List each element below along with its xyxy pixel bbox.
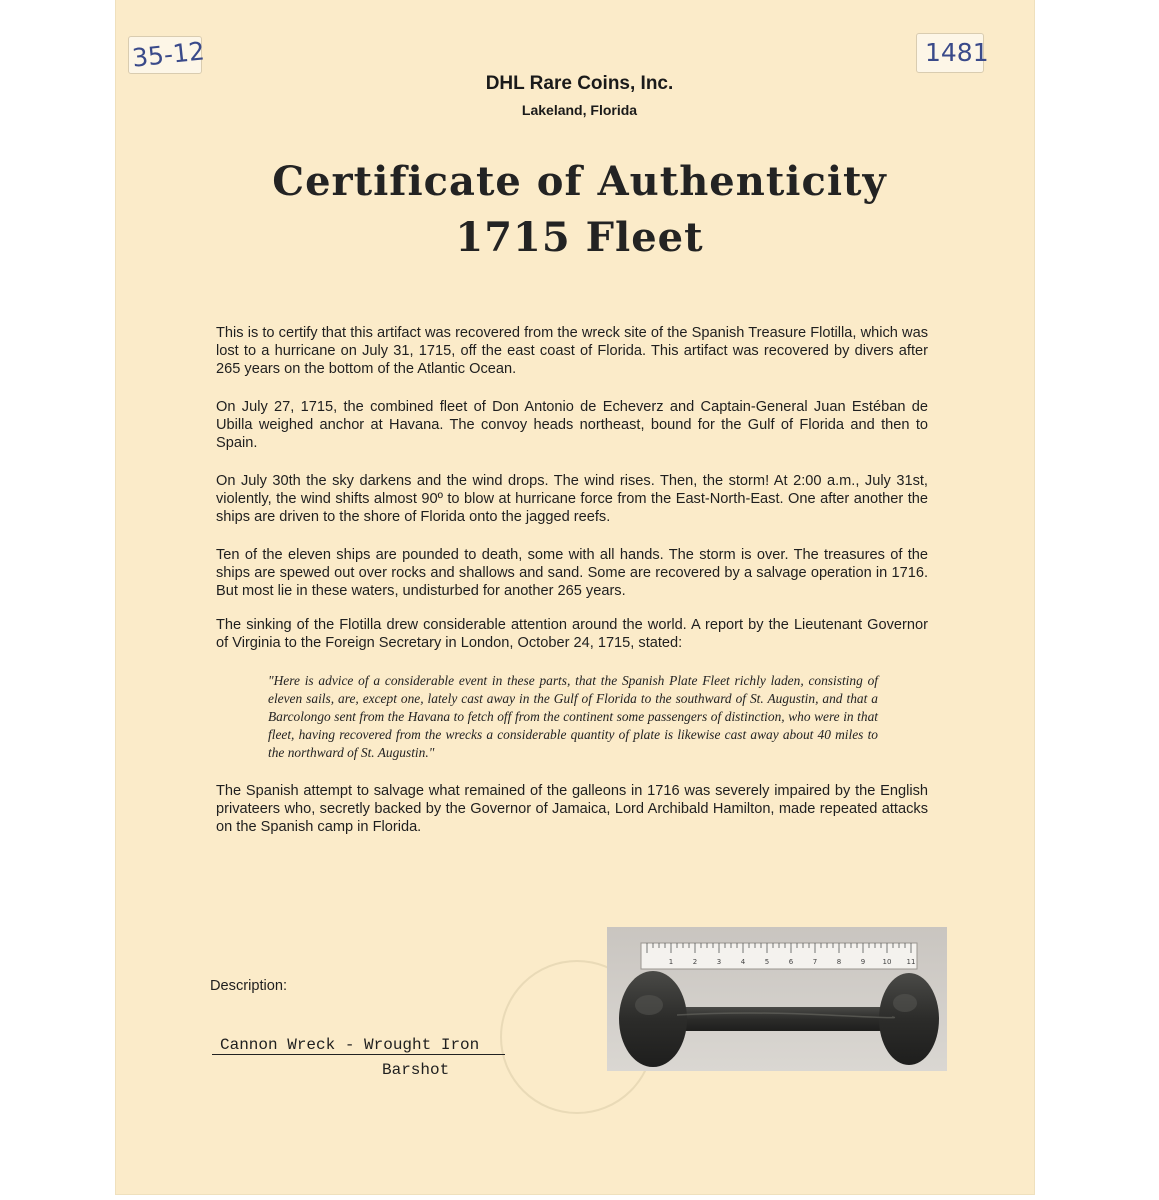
paragraph-departure: On July 27, 1715, the combined fleet of Don Antonio de Echeverz and Captain-General Juan Estéban de Ubilla weighed anchor at Havana. The convoy heads northeast, bound for the Gulf of Florida and then to Spain. — [216, 399, 928, 451]
ruler — [641, 943, 917, 969]
description-line-2: Barshot — [382, 1061, 450, 1079]
ruler-label: 9 — [860, 958, 866, 966]
paragraph-closing: The Spanish attempt to salvage what remained of the galleons in 1716 was severely impaired by the English privateers who, secretly backed by the Governor of Jamaica, Lord Archibald Hamilton, made repeated attacks on the Spanish camp in Florida. — [216, 783, 928, 835]
quote-lieutenant-governor: "Here is advice of a considerable event in these parts, that the Spanish Plate Fleet richly laden, consisting of eleven sails, are, except one, lately cast away in the Gulf of Florida to the southward of St. Augustin, and that a Barcolongo sent from the Havana to fetch off from the continent some passengers of distinction, who were in that fleet, having recovered from the wrecks a considerable quantity of plate is likewise cast away about 40 miles to the northward of St. Augustin." — [268, 673, 878, 760]
ruler-label: 2 — [692, 958, 698, 966]
certificate-subtitle: 1715 Fleet — [455, 214, 704, 261]
paragraph-storm: On July 30th the sky darkens and the wind drops. The wind rises. Then, the storm! At 2:00 a.m., July 31st, violently, the wind shifts almost 90º to blow at hurricane force from the East-North-East. One after another the ships are driven to the shore of Florida onto the jagged reefs. — [216, 473, 928, 525]
ruler-label: 6 — [788, 958, 794, 966]
artifact-photo — [607, 927, 947, 1071]
ruler-label: 10 — [882, 958, 892, 966]
paragraph-wreck: Ten of the eleven ships are pounded to death, some with all hands. The storm is over. The treasures of the ships are spewed out over rocks and shallows and sand. Some are recovered by a salvage operation in 1716. But most lie in these waters, undisturbed for another 265 years. — [216, 547, 928, 599]
certificate-title: Certificate of Authenticity — [272, 158, 887, 205]
inventory-number-right: 1481 — [925, 38, 989, 67]
company-location: Lakeland, Florida — [521, 102, 638, 118]
ruler-label: 11 — [906, 958, 916, 966]
ruler-label: 7 — [812, 958, 818, 966]
paragraph-report: The sinking of the Flotilla drew considerable attention around the world. A report by the Lieutenant Governor of Virginia to the Foreign Secretary in London, October 24, 1715, stated: — [216, 617, 928, 651]
ruler-label: 1 — [668, 958, 674, 966]
ruler-label: 5 — [764, 958, 770, 966]
paragraph-certify: This is to certify that this artifact was recovered from the wreck site of the Spanish Treasure Flotilla, which was lost to a hurricane on July 31, 1715, off the east coast of Florida. This artifact was recovered by divers after 265 years on the bottom of the Atlantic Ocean. — [216, 325, 928, 377]
company-name: DHL Rare Coins, Inc. — [485, 73, 674, 94]
barshot-photo-illustration — [607, 927, 947, 1071]
ruler-label: 3 — [716, 958, 722, 966]
description-line-1: Cannon Wreck - Wrought Iron — [212, 1036, 505, 1055]
inventory-number-left: 35-12 — [130, 36, 206, 73]
ruler-label: 8 — [836, 958, 842, 966]
description-label: Description: — [210, 978, 288, 994]
ruler-label: 4 — [740, 958, 746, 966]
